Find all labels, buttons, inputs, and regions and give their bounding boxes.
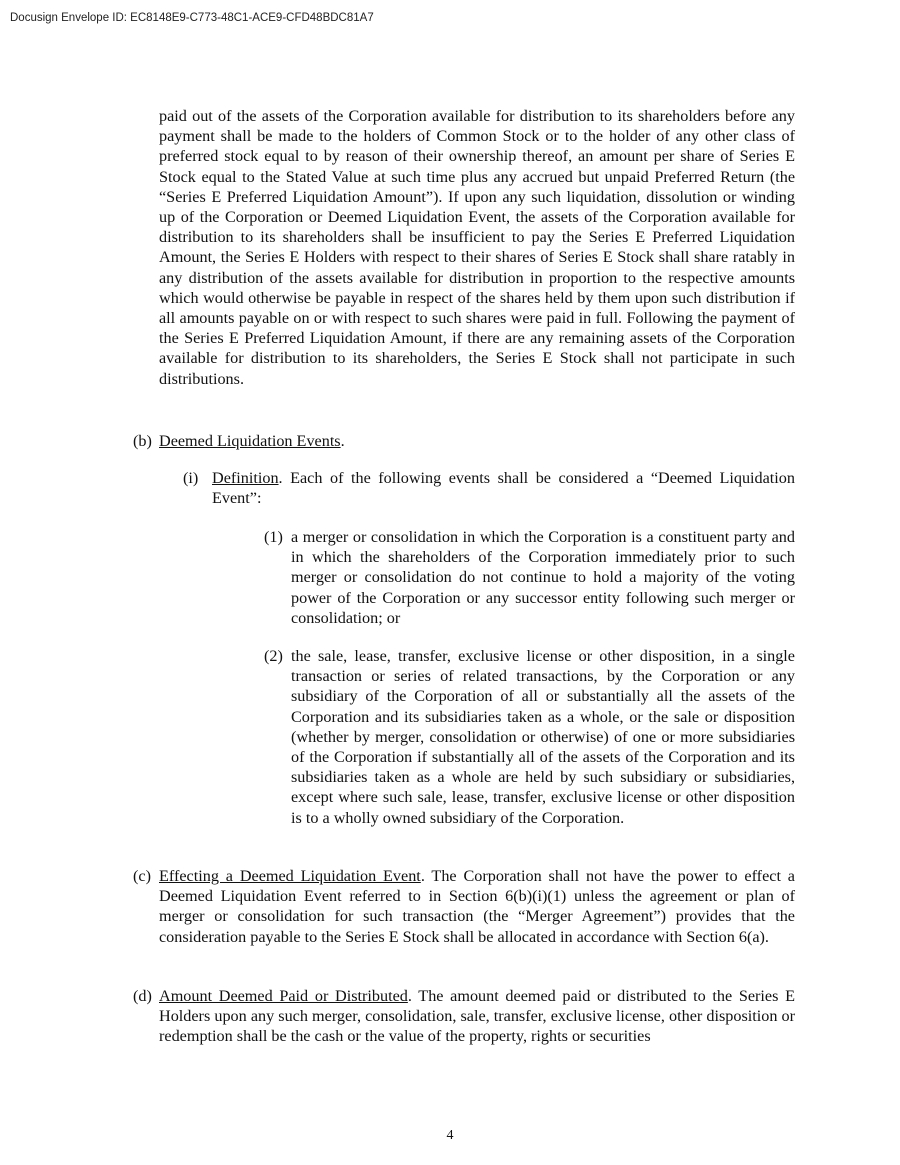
- section-b-label: (b): [133, 432, 152, 450]
- section-d-paragraph: [159, 986, 795, 1047]
- sub-i-paragraph: [212, 468, 795, 508]
- section-d-heading: Amount Deemed Paid or Distributed: [159, 987, 408, 1005]
- section-c-text: . The Corporation shall not have the power to effect a Deemed Liquidation Event referred to in Section 6(b)(i)(1) unless the agreement or plan of merger or consolidation for such transaction (the “Merger Agreement”) provides that the consideration payable to the Series E Stock shall be allocated in accordance with Section 6(a).: [159, 867, 795, 946]
- sub-i-heading: Definition: [212, 469, 279, 487]
- section-c-heading: Effecting a Deemed Liquidation Event: [159, 867, 421, 885]
- section-d-text: . The amount deemed paid or distributed to the Series E Holders upon any such merger, consolidation, sale, transfer, exclusive license, other disposition or redemption shall be the cash or the value of the property, rights or securities: [159, 987, 795, 1046]
- item-2-label: (2): [264, 647, 283, 665]
- section-d-label: (d): [133, 987, 152, 1005]
- item-1-label: (1): [264, 528, 283, 546]
- sub-i-label: (i): [183, 469, 199, 487]
- section-b-heading-suffix: .: [340, 432, 345, 450]
- envelope-id-header: Docusign Envelope ID: EC8148E9-C773-48C1-ACE9-CFD48BDC81A7: [10, 12, 374, 24]
- item-2-text: the sale, lease, transfer, exclusive license or other disposition, in a single transaction or series of related transactions, by the Corporation or any subsidiary of the Corporation of all or substantially all the assets of the Corporation and its subsidiaries taken as a whole, or the sale or disposition (whether by merger, consolidation or otherwise) of one or more subsidiaries of the Corporation if substantially all of the assets of the Corporation and its subsidiaries taken as a whole are held by such subsidiary or subsidiaries, except where such sale, lease, transfer, exclusive license or other disposition is to a wholly owned subsidiary of the Corporation.: [291, 647, 795, 827]
- page-number: 4: [446, 1128, 454, 1143]
- section-c-label: (c): [133, 867, 151, 885]
- section-b-heading: Deemed Liquidation Events: [159, 432, 341, 450]
- continuation-paragraph: paid out of the assets of the Corporation available for distribution to its shareholders before any payment shall be made to the holders of Common Stock or to the holder of any other class of preferred stock equal to by reason of their ownership thereof, an amount per share of Series E Stock equal to the Stated Value at such time plus any accrued but unpaid Preferred Return (the “Series E Preferred Liquidation Amount”). If upon any such liquidation, dissolution or winding up of the Corporation or Deemed Liquidation Event, the assets of the Corporation available for distribution to its shareholders shall be insufficient to pay the Series E Preferred Liquidation Amount, the Series E Holders with respect to their shares of Series E Stock shall share ratably in any distribution of the assets available for distribution in proportion to the respective amounts which would otherwise be payable in respect of the shares held by them upon such distribution if all amounts payable on or with respect to such shares were paid in full. Following the payment of the Series E Preferred Liquidation Amount, if there are any remaining assets of the Corporation available for distribution to its shareholders, the Series E Stock shall not participate in such distributions.: [159, 107, 795, 388]
- item-1-text: a merger or consolidation in which the Corporation is a constituent party and in which the shareholders of the Corporation immediately prior to such merger or consolidation do not continue to hold a majority of the voting power of the Corporation or any successor entity following such merger or consolidation; or: [291, 528, 795, 627]
- section-b-heading-line: [159, 431, 795, 451]
- section-c-paragraph: [159, 866, 795, 947]
- sub-i-text: . Each of the following events shall be considered a “Deemed Liquidation Event”:: [212, 469, 795, 508]
